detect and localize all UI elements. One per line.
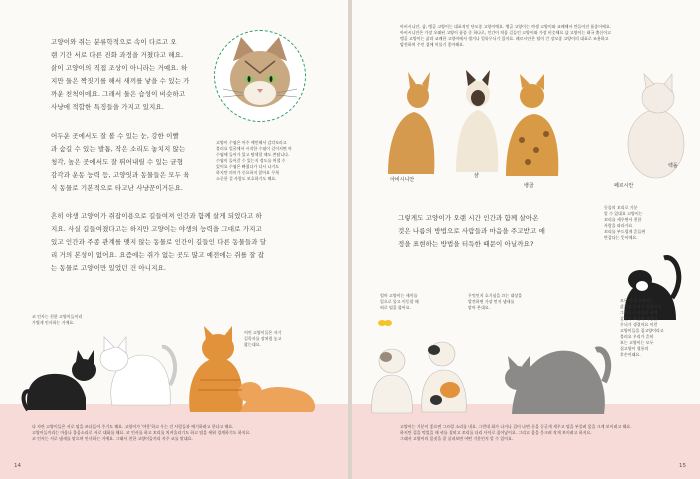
tabby-face-illustration: [215, 31, 305, 121]
ginger-cats-illustration: [180, 320, 320, 415]
label-abyssinian: 아비시니안: [390, 177, 415, 183]
label-siamese: 샴: [474, 173, 479, 179]
label-ragdoll: 렉돌: [668, 163, 678, 169]
wild-cat-caption: 모든 야생 고양이는 삵처럼 무늬가 있었어요. 그러다가 사람과 함께 살면서 조금씩 다양한 무늬가 생겼어요 이런 고양이들을 집고양이라고 불러요 우리가 흔히 보는 고양이는 모두 집고양이 혈통의 후손이래요.: [620, 298, 664, 357]
right-page: [352, 0, 700, 479]
grooming-caption: 어린 고양이들은 자기 길목자를 장처럼 놓고 핥는대요.: [244, 330, 282, 347]
curious-cat-caption: 무엇인지 호기심을 끄는 대상을 발견하면 가장 먼저 냄새를 맡아 본대요.: [468, 293, 523, 310]
page-number-left: 14: [14, 463, 21, 469]
arched-grey-cat-illustration: [504, 332, 614, 417]
butterfly-illustration: [378, 318, 392, 328]
breeds-description: 아비시니안, 샴, 뱅골 고양이는 대표적인 단모종 고양이예요. 뱅골 고양이는 야생 고양이와 교배해서 만들어진 품종이에요. 아비시니안은 가장 오래된 고양이 품종 중 하나로, 인간이 처음 길들인 고양이와 가장 비슷해요 샴 고양이는 태국 출신이고 뱅골 고양이는 삵과 교배한 고양이에서 생겨나 얼룩무늬가 있어요. 페르시안은 털이 긴 장모종 고양이의 대표로 조용하고 얌전하며 주인 곁에 머물기 좋아해요.: [400, 24, 611, 47]
black-cat-illustration: [20, 340, 100, 415]
right-bottom-caption: 고양이는 기분이 좋으면 그르렁 소리를 내요. 그런데 화가 나거나 겁이 나면 등을 둥글게 세우고 털을 부풀려 몸을 크게 보이려고 해요. 하지만 겁을 먹었을 때 귀를 젖히고 꼬리를 다리 사이로 집어넣어요. 그리고 몸을 웅크려 작게 보이려고 하지요. 그래서 고양이의 몸짓을 잘 살펴보면 어떤 기분인지 알 수 있어요.: [400, 424, 632, 441]
left-para-3: 흔히 야생 고양이가 쥐잡이용으로 길들여져 인간과 함께 살게 되었다고 하 지요. 사실 길들여졌다고는 하지만 고양이는 야생의 능력을 그대로 가지고 있고 인간과 주종 관계를 맺지 않는 동물로 인간이 길들인 다른 동물들과 달 리 거의 본성이 없어요. 요즘에는 쥐가 없는 곳도 많고 예전에는 쥐를 잘 잡 는 동물로 고양이만 있었던 건 아니지요.: [51, 212, 267, 272]
left-bottom-caption: 다 자란 고양이들은 서로 털을 쓰다듬어 주기도 해요. 고양이가 '야옹'하고 우는 건 사람들과 얘기하려고 한다고 해요. 고양이들끼리는 마음나 울음소리로 서로 대화를 해요. 코 인사를 하고 꼬리를 치켜올리기도 하고 털을 세워 경계하기도 하지요. 코 인사는 서로 냄새를 맡으며 인사하는 거예요. 그래서 친한 고양이들끼리 자주 코를 맞대요.: [32, 424, 251, 441]
siamese-cat-illustration: [450, 66, 505, 176]
right-para: 그렇게도 고양이가 오랜 시간 인간과 함께 살아온 것은 나름의 방법으로 사람들과 마음을 주고받고 애 정을 표현하는 방법을 터득한 때문이 아닐까요?: [398, 214, 545, 248]
bengal-cat-illustration: [500, 70, 570, 180]
left-page: [0, 0, 348, 479]
label-persian: 페르시안: [614, 183, 634, 189]
label-bengal: 뱅골: [524, 183, 534, 189]
left-para-2: 어두운 곳에서도 잘 볼 수 있는 눈, 강한 이빨 과 숨길 수 있는 발톱, 작은 소리도 놓치지 않는 청각, 높은 곳에서도 잘 뛰어내릴 수 있는 균형 감각과 운동 능력 등, 고양잇과 동물들은 모두 육 식 동물로 기본적으로 타고난 사냥꾼이거든요.: [51, 132, 190, 192]
nose-greeting-caption: 코 인사는 친한 고양이들끼리 가볍게 인사하는 거예요.: [32, 314, 83, 325]
mother-cat-caption: 엄마 고양이는 새끼를 입으로 물고 이동할 때 혀로 털을 핥아요.: [380, 293, 419, 310]
circle-caption: 고양이 수염은 아주 예민해서 감각모라고 불러요 얼굴에서 시작한 수염이 길어지면 아 수염에 들어가 있고 탐색할 때도 쓴답니다. 수염이 들어갈 수 있는지 정도를 꺼낼 수 있어요 수염은 빠졌다가 다시 나기도 하지만 의미가 중요하지 않아요 무척 소중한 걸 사람도 보호하기도 해요.: [216, 140, 292, 181]
left-para-1: 고양이와 쥐는 분류학적으로 속이 다르고 오 랜 기간 서로 다른 진화 과정을 거쳤다고 해요. 삵이 고양이의 직접 조상이 아니라는 거예요. 하 지만 둘은 짝짓기를 해서 새끼를 낳을 수 있는 가 까운 친척이에요. 그래서 둘은 습성이 비슷하고 사냥에 적합한 특징들을 가지고 있지요.: [51, 38, 190, 111]
page-number-right: 15: [679, 463, 686, 469]
cat-face-circle: [214, 30, 306, 122]
tail-caption: 동물의 꼬리로 기분 알 수 있대요 고양이는 꼬리를 세우면서 친한 사람을 따라가요 꼬리를 부드럽게 흔들면 반갑다는 뜻이에요.: [604, 205, 646, 240]
white-cat-illustration: [92, 325, 182, 410]
abyssinian-cat-illustration: [382, 68, 442, 178]
calico-cat-illustration: [414, 330, 474, 415]
